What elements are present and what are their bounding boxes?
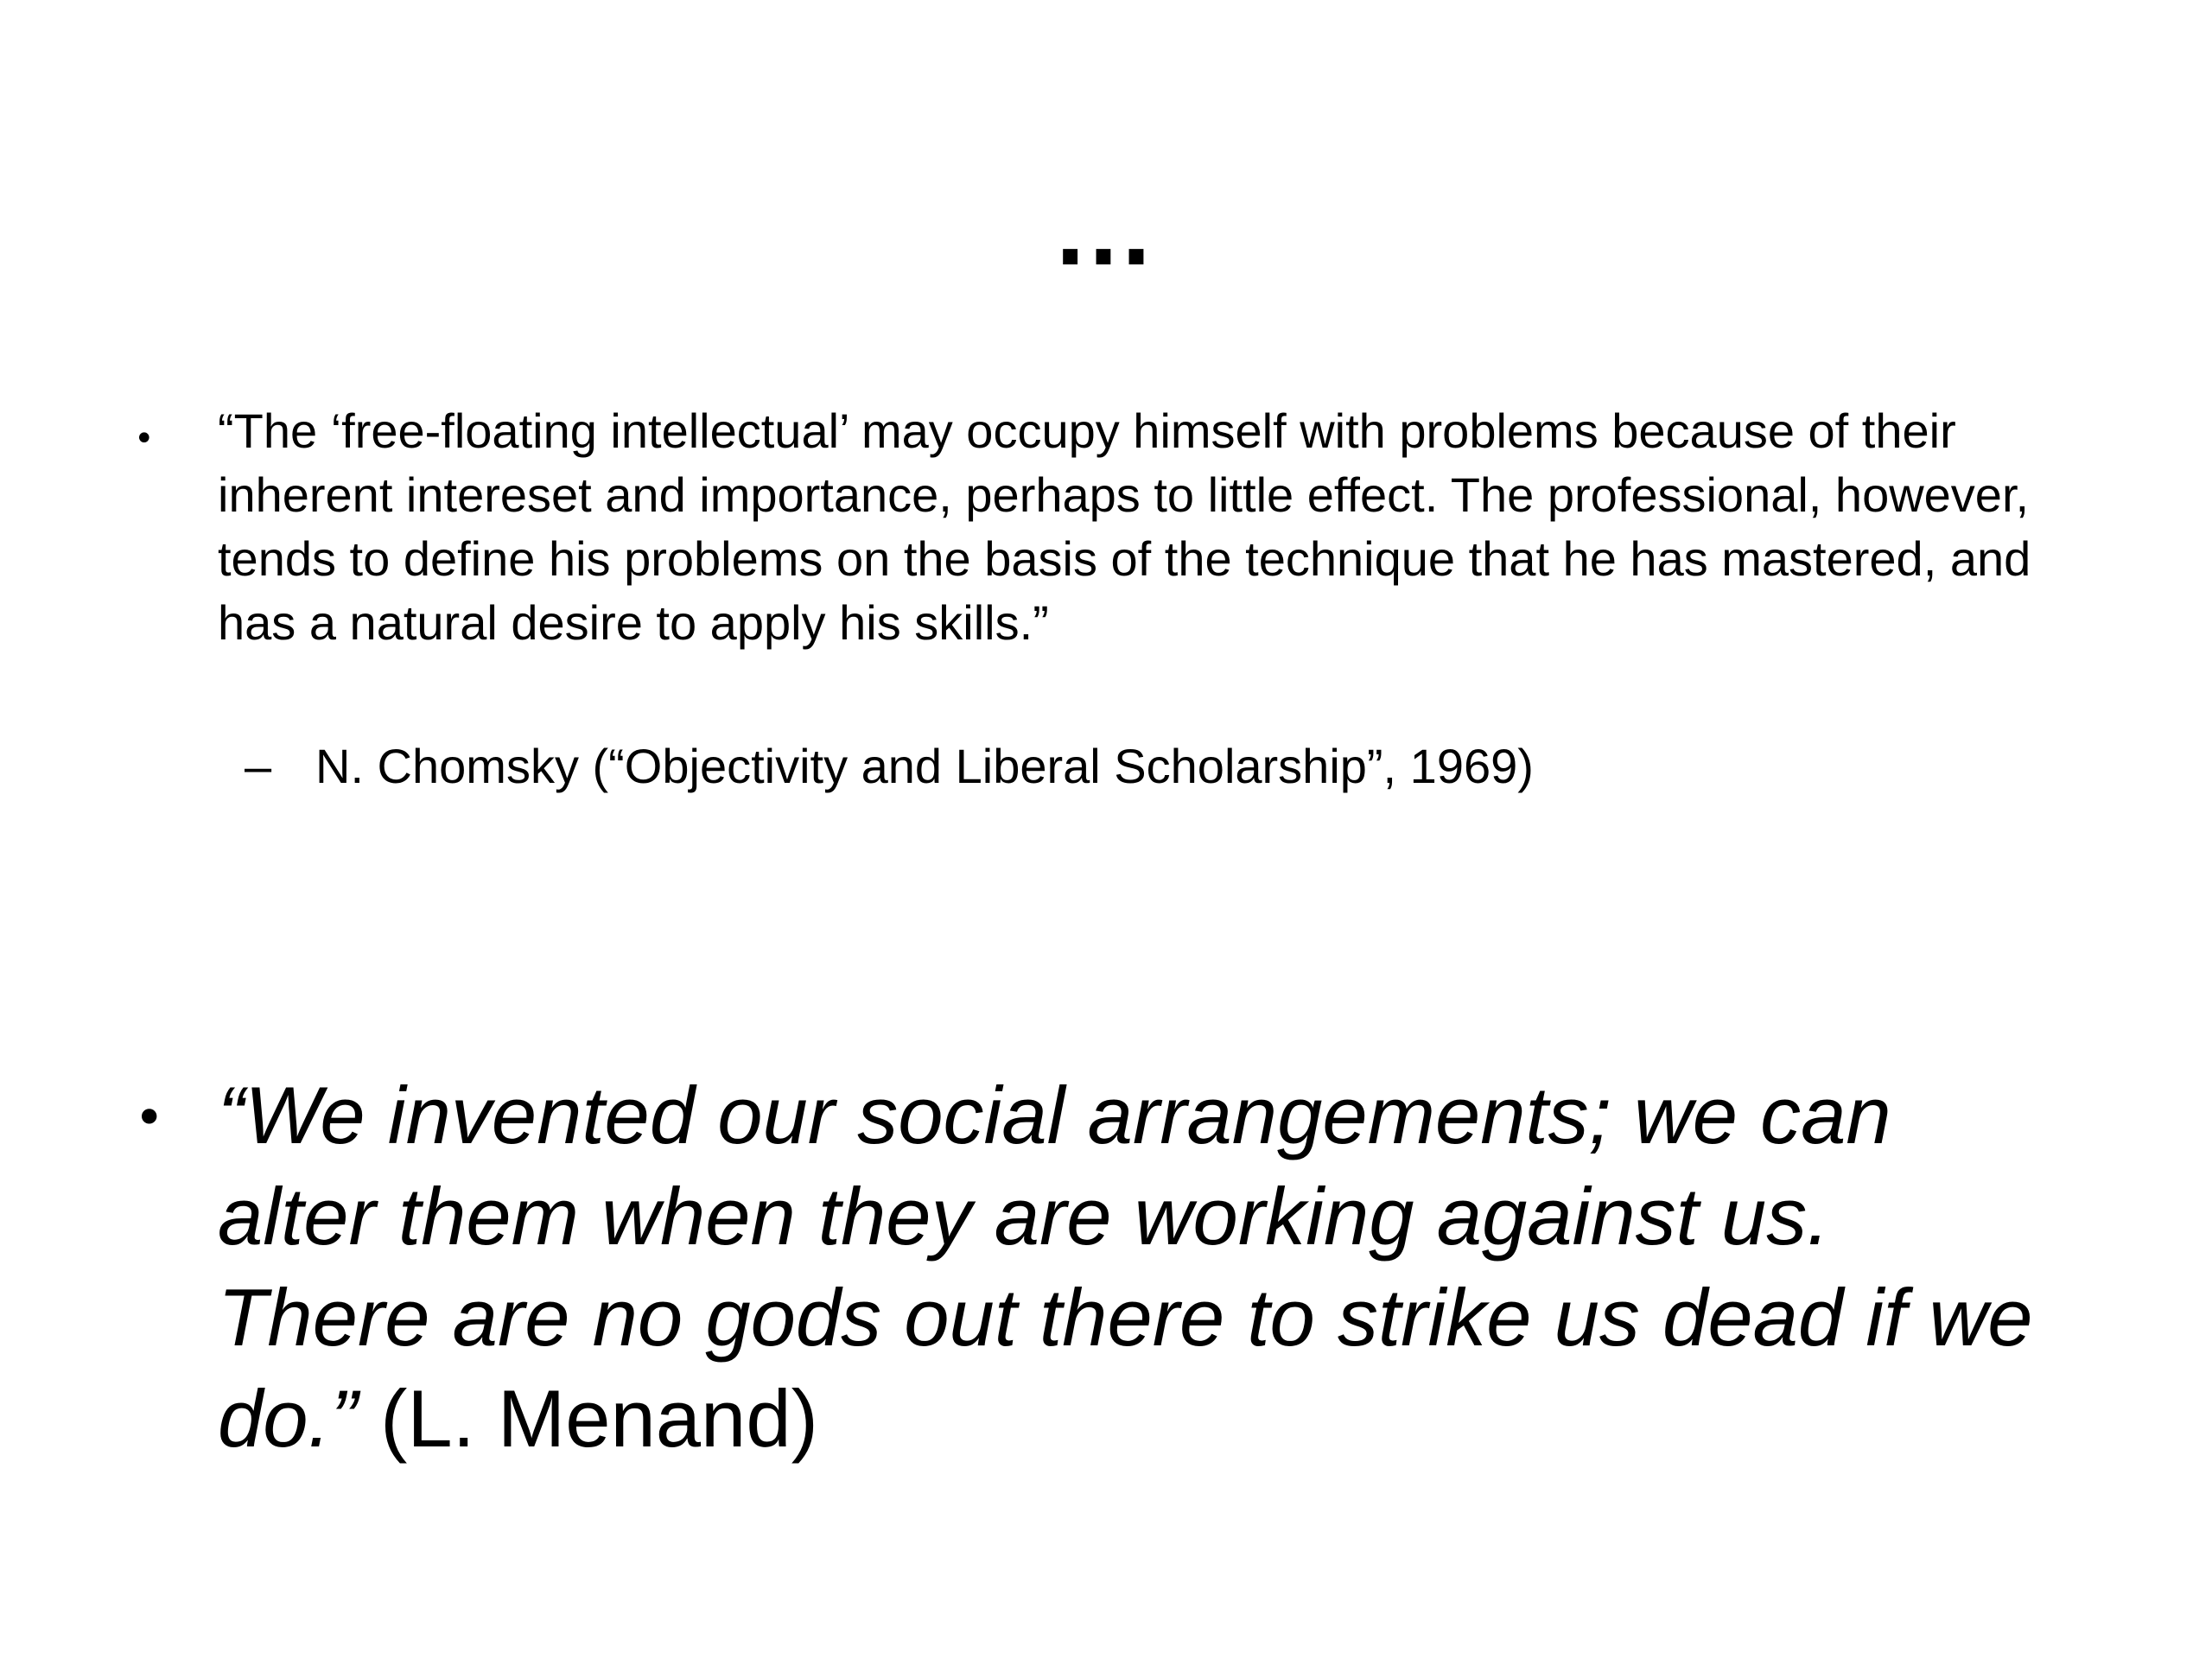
bullet-icon: • bbox=[134, 419, 155, 459]
sub-bullet-dash: – bbox=[245, 739, 272, 793]
bullet-icon: • bbox=[134, 1088, 165, 1148]
chomsky-attribution: N. Chomsky (“Objectivity and Liberal Scholarship”, 1969) bbox=[315, 739, 1534, 793]
slide-title: … bbox=[1052, 171, 1160, 287]
chomsky-quote: “The ‘free-floating intellectual’ may occupy himself with problems because of their inherent intereset and importance, perhaps to little effect. The professional, however, tends to define his problems on the basis of the technique that he has mastered, and has a natural desire to apply his skills.” bbox=[218, 404, 2031, 650]
menand-quote-text: “We invented our social arrangements; we can alter them when they are working against us. There are no gods out there to strike us dead if we do.” bbox=[218, 1070, 2033, 1464]
menand-attribution: (L. Menand) bbox=[357, 1373, 818, 1464]
menand-quote bbox=[218, 1065, 2041, 1469]
